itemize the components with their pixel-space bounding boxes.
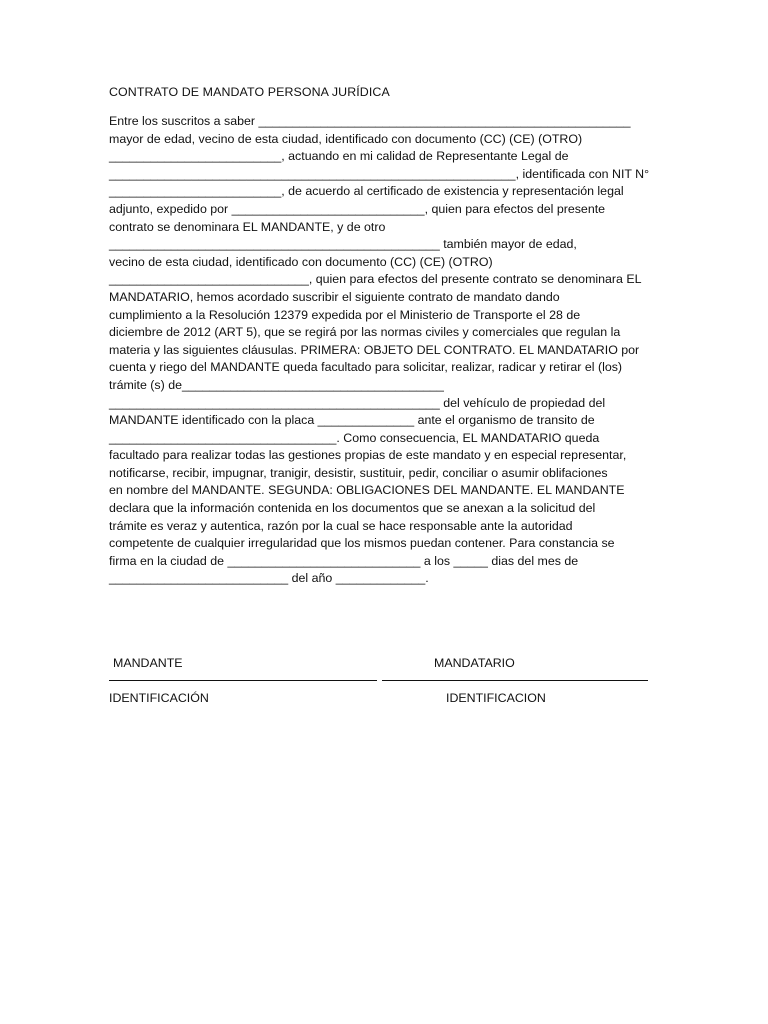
body-line: ________________________________________________ también mayor de edad,: [109, 237, 577, 252]
body-line: diciembre de 2012 (ART 5), que se regirá por las normas civiles y comerciales que regulan la: [109, 325, 621, 340]
body-line: competente de cualquier irregularidad que los mismos puedan contener. Para constancia se: [109, 536, 615, 551]
body-line: mayor de edad, vecino de esta ciudad, identificado con documento (CC) (CE) (OTRO): [109, 131, 583, 146]
body-line: en nombre del MANDANTE. SEGUNDA: OBLIGACIONES DEL MANDANTE. EL MANDANTE: [109, 483, 625, 498]
body-line: __________________________ del año _____________.: [109, 571, 429, 586]
document-body: [109, 113, 669, 588]
body-line: MANDATARIO, hemos acordado suscribir el siguiente contrato de mandato dando: [109, 289, 560, 304]
body-line: ___________________________________________________________, identificada con NIT N°: [109, 166, 650, 181]
mandante-signature-label: MANDANTE: [113, 656, 183, 670]
mandante-identification-label: IDENTIFICACIÓN: [109, 691, 209, 705]
body-line: ________________________________________________ del vehículo de propiedad del: [109, 395, 606, 410]
document-title: CONTRATO DE MANDATO PERSONA JURÍDICA: [109, 85, 390, 99]
mandatario-identification-label: IDENTIFICACION: [446, 691, 546, 705]
body-line: facultado para realizar todas las gestiones propias de este mandato y en especial representar,: [109, 448, 627, 463]
body-line: cumplimiento a la Resolución 12379 expedida por el Ministerio de Transporte el 28 de: [109, 307, 581, 322]
body-line: firma en la ciudad de ____________________________ a los _____ dias del mes de: [109, 553, 579, 568]
body-line: adjunto, expedido por ____________________________, quien para efectos del presente: [109, 201, 606, 216]
body-line: trámite (s) de______________________________________: [109, 377, 444, 392]
body-line: cuenta y riego del MANDANTE queda facultado para solicitar, realizar, radicar y retirar el (los): [109, 360, 623, 375]
body-line: _________________________, actuando en mi calidad de Representante Legal de: [109, 149, 569, 164]
mandatario-signature-line: [382, 680, 648, 681]
body-line: contrato se denominara EL MANDANTE, y de otro: [109, 219, 386, 234]
body-line: _________________________________. Como consecuencia, EL MANDATARIO queda: [109, 430, 600, 445]
body-line: declara que la información contenida en los documentos que se anexan a la solicitud del: [109, 501, 596, 516]
body-line: vecino de esta ciudad, identificado con documento (CC) (CE) (OTRO): [109, 254, 493, 269]
body-line: notificarse, recibir, impugnar, tranigir, desistir, sustituir, pedir, conciliar o asumir oblifaciones: [109, 465, 608, 480]
mandatario-signature-label: MANDATARIO: [434, 656, 515, 670]
body-line: _____________________________, quien para efectos del presente contrato se denominara EL: [109, 272, 642, 287]
mandante-signature-line: [109, 680, 377, 681]
body-line: Entre los suscritos a saber ______________________________________________________: [109, 114, 631, 128]
body-line: trámite es veraz y autentica, razón por la cual se hace responsable ante la autoridad: [109, 518, 573, 533]
body-line: materia y las siguientes cláusulas. PRIMERA: OBJETO DEL CONTRATO. EL MANDATARIO por: [109, 342, 640, 357]
body-line: _________________________, de acuerdo al certificado de existencia y representación legal: [109, 184, 624, 199]
body-line: MANDANTE identificado con la placa ______________ ante el organismo de transito de: [109, 413, 595, 428]
